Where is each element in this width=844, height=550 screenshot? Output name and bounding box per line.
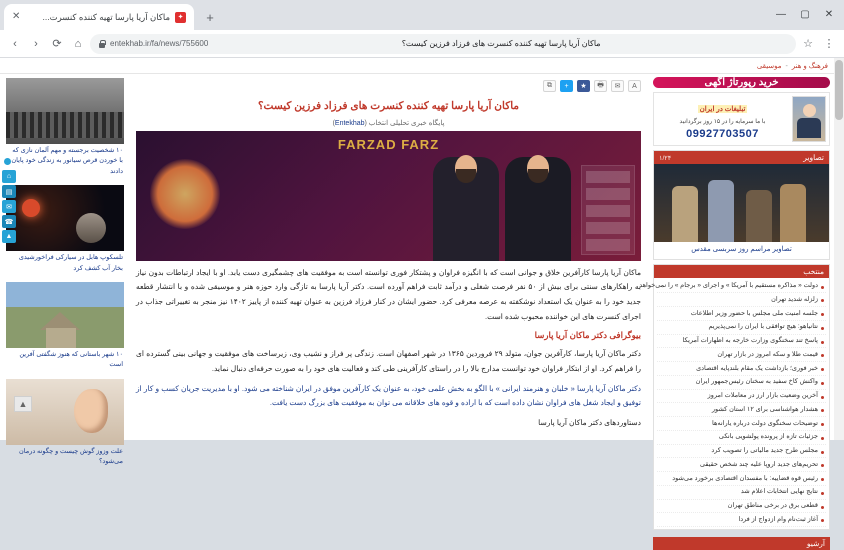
- list-item[interactable]: آغاز ثبت‌نام وام ازدواج از فردا: [657, 513, 826, 527]
- forward-icon[interactable]: ›: [34, 37, 38, 50]
- byline-suffix: ): [332, 119, 335, 127]
- breadcrumb: [757, 62, 828, 70]
- browser-toolbar: [0, 30, 844, 58]
- thumbnail-caption[interactable]: ۱۰ شهر باستانی که هنوز شگفتی آفرین است: [19, 350, 123, 369]
- list-item[interactable]: پاسخ تند سخنگوی وزارت خارجه به اظهارات آمریکا: [657, 335, 826, 349]
- print-icon[interactable]: 🖶: [594, 80, 607, 92]
- page-scrollbar[interactable]: [834, 58, 844, 440]
- maximize-button[interactable]: ▢: [800, 8, 810, 20]
- sidebar-left: [0, 74, 128, 466]
- back-icon[interactable]: ‹: [13, 37, 17, 50]
- breadcrumb-separator: -: [785, 62, 788, 70]
- list-item[interactable]: رئیس قوه قضاییه: با مفسدان اقتصادی برخورد می‌شود: [657, 472, 826, 486]
- list-item[interactable]: دولت « مذاکره مستقیم با آمریکا » و اجرای « برجام » را نمی‌خواهد: [657, 280, 826, 294]
- gallery-caption[interactable]: تصاویر مراسم روز سربسی مقدس: [691, 246, 792, 253]
- list-icon[interactable]: ▤: [2, 185, 16, 198]
- hero-banner-text: FARZAD FARZ: [337, 136, 440, 152]
- ad-phone-number: 09927703507: [686, 128, 759, 140]
- email-icon[interactable]: ✉: [611, 80, 624, 92]
- scroll-up-icon[interactable]: ▲: [2, 230, 16, 243]
- site-topbar: [0, 58, 834, 74]
- list-item[interactable]: واکنش کاخ سفید به سخنان رئیس‌جمهور ایران: [657, 376, 826, 390]
- floating-action-rail: [2, 170, 16, 243]
- list-item[interactable]: جزئیات تازه از پرونده پولشویی بانکی: [657, 431, 826, 445]
- omnibox-page-title: ماکان آریا پارسا تهیه کننده کنسرت های فرزاد فرزین کیست؟: [401, 39, 601, 48]
- ad-phone-text: [657, 98, 788, 140]
- news-list: [639, 278, 829, 530]
- url-text: entekhab.ir/fa/news/755600: [110, 39, 209, 48]
- tab-favicon-icon: ✦: [175, 12, 186, 23]
- article-subheading: بیوگرافی دکتر ماکان آریا پارسا: [534, 330, 641, 341]
- byline-prefix: پایگاه خبری تحلیلی انتخاب (: [364, 119, 445, 127]
- rail-indicator-dot: [4, 158, 11, 165]
- news-widget-title: منتخب: [803, 266, 824, 276]
- tab-title: ماکان آریا پارسا تهیه کننده کنسرت...: [42, 11, 170, 22]
- hero-person-right: [433, 157, 499, 261]
- ad-person-photo-icon: [792, 96, 826, 142]
- list-item[interactable]: [6, 185, 124, 276]
- web-page: [0, 58, 834, 548]
- list-item[interactable]: [6, 379, 124, 470]
- site-security-indicator[interactable]: [98, 39, 208, 48]
- list-item[interactable]: قطعی برق در برخی مناطق تهران: [657, 500, 826, 514]
- ad-phone-line1: تبلیغات در ایران: [699, 106, 746, 113]
- tab-close-icon[interactable]: ✕: [12, 11, 21, 22]
- news-widget: [639, 264, 830, 531]
- twitter-share-icon[interactable]: +: [560, 80, 573, 92]
- close-window-button[interactable]: ✕: [824, 8, 834, 20]
- breadcrumb-sub[interactable]: موسیقی: [756, 62, 782, 70]
- list-item[interactable]: تحریم‌های جدید اروپا علیه چند شخص حقیقی: [657, 458, 826, 472]
- thumbnail-caption[interactable]: تلسکوپ هابل در سیارکی فراخورشیدی بخار آب کشف کرد: [18, 254, 123, 272]
- tab-strip: [0, 0, 844, 30]
- mail-icon[interactable]: ✉: [2, 200, 16, 213]
- bookmark-star-icon[interactable]: ☆: [803, 38, 813, 50]
- article-hero-image[interactable]: [136, 131, 641, 261]
- list-item[interactable]: جلسه امنیت ملی مجلس با حضور وزیر اطلاعات: [657, 307, 826, 321]
- minimize-button[interactable]: —: [776, 8, 786, 20]
- gallery-widget: [653, 150, 830, 260]
- byline: [136, 119, 641, 131]
- sidebar-right: [639, 74, 834, 548]
- browser-tab[interactable]: [4, 4, 194, 30]
- byline-brand: Entekhab: [334, 119, 365, 127]
- article-paragraph: دکتر ماکان آریا پارسا، کارآفرین جوان، متولد ۲۹ فروردین ۱۳۶۵ در شهر اصفهان است. زندگی پر فراز و نشیب وی، زیرساخت های موفقیت و جهانی بینی گسترده ای را فراهم کرد. او از ابتکار فراوان خود توانست مدارج بالا را در راستای کارآفرینی طی کند و فعالیت های خود را به صورت حرفه‌ای دنبال نماید.: [136, 349, 641, 373]
- list-item[interactable]: قیمت طلا و سکه امروز در بازار تهران: [657, 348, 826, 362]
- browser-menu-icon[interactable]: ⋮: [823, 38, 835, 50]
- page-body: [0, 74, 834, 548]
- gallery-widget-header: [654, 151, 829, 164]
- home-icon[interactable]: ⌂: [2, 170, 16, 183]
- ad-phone-block[interactable]: [653, 92, 830, 146]
- gallery-widget-title: تصاویر: [803, 153, 824, 162]
- gallery-widget-count: ۱/۲۴: [659, 154, 672, 162]
- ad-phone-line2: با ما سرمایه را در ۱۵ روز برگردانید: [679, 119, 766, 125]
- address-bar[interactable]: [90, 34, 796, 54]
- list-item[interactable]: آخرین وضعیت بازار ارز در معاملات امروز: [657, 390, 826, 404]
- font-size-icon[interactable]: A: [628, 80, 641, 92]
- home-icon[interactable]: ⌂: [74, 37, 82, 50]
- hero-poster-wall: [581, 165, 635, 255]
- article-paragraph: ماکان آریا پارسا کارآفرین خلاق و جوانی است که با انگیزه فراوان و پشتکار فوری توانسته است به موفقیت های چشمگیری دست یابد. او با ایجاد ارتباطات بدون نیاز به راهکارهای سنتی برای بیش از ۵۰ نفر فرصت شغلی و درآمد ثابت فراهم آورده است. دکتر آریا پارسا به تازگی وارد حوزه هنر و موسیقی شده و با انتشار قطعه جدید خود را به عنوان یک استعداد نوشکفته به عرصه معرفی کرد. حضور ایشان در کنار فرزاد فرزین به عنوان تهیه کننده از پاییز ۱۴۰۲ نیز منجر به تغییراتی جذاب در اجرای کنسرت های این خواننده محبوب شده است.: [136, 267, 641, 321]
- list-item[interactable]: مجلس طرح جدید مالیاتی را تصویب کرد: [657, 445, 826, 459]
- list-item[interactable]: توضیحات سخنگوی دولت درباره یارانه‌ها: [657, 417, 826, 431]
- scrollbar-thumb[interactable]: [835, 60, 843, 120]
- article-paragraph: دکتر ماکان آریا پارسا « خلبان و هنرمند ایرانی » با الگو به بخش علمی خود، به عنوان یک کارآفرین موفق در ایران شناخته می شود. او با مدیریت جریان کسب و کار از توفیق و ایجاد شغل های فراوان نشان داده است که با اراده و قوه های خلاقانه می توان به موفقیت های بزرگ دست یافت.: [136, 383, 641, 408]
- news-widget-header: [654, 265, 829, 278]
- list-item[interactable]: نتانیاهو: هیچ توافقی با ایران را نمی‌پذیریم: [657, 321, 826, 335]
- facebook-share-icon[interactable]: ★: [577, 80, 590, 92]
- historic-parade-photo-icon[interactable]: [6, 78, 124, 144]
- share-toolbar: [136, 78, 641, 96]
- list-item[interactable]: زلزله شدید تهران: [657, 293, 826, 307]
- page-viewport: [0, 58, 844, 548]
- hero-person-left: [505, 157, 571, 261]
- breadcrumb-section[interactable]: فرهنگ و هنر: [791, 62, 828, 70]
- archive-header[interactable]: آرشیو: [653, 537, 830, 550]
- reload-icon[interactable]: ⟳: [52, 38, 62, 50]
- pyramid-ruins-photo-icon[interactable]: [6, 282, 124, 348]
- thumbnail-caption[interactable]: ۱۰ شخصیت برجسته و مهم آلمان نازی که با خوردن قرص سیانور به زندگی خود پایان دادند: [11, 147, 123, 175]
- window-controls: [770, 4, 840, 24]
- list-item[interactable]: نتایج نهایی انتخابات اعلام شد: [657, 486, 826, 500]
- article-paragraph: دستاوردهای دکتر ماکان آریا پارسا: [538, 417, 641, 427]
- gallery-image[interactable]: [654, 164, 829, 242]
- list-item[interactable]: خبر فوری؛ بازداشت یک مقام بلندپایه اقتصادی: [657, 362, 826, 376]
- ad-banner-reportage[interactable]: خرید رپورتاژ آگهی: [653, 77, 830, 88]
- copy-link-icon[interactable]: ⧉: [543, 80, 556, 92]
- space-planet-photo-icon[interactable]: [6, 185, 124, 251]
- back-to-top-button[interactable]: ▲: [14, 396, 32, 412]
- thumbnail-caption[interactable]: علت وزوز گوش چیست و چگونه درمان می‌شود؟: [18, 447, 123, 466]
- new-tab-button[interactable]: +: [206, 9, 214, 25]
- list-item[interactable]: [6, 282, 124, 373]
- list-item[interactable]: [6, 78, 124, 179]
- lock-icon: [98, 39, 106, 48]
- article-column: [128, 74, 649, 440]
- page-title: ماکان آریا پارسا تهیه کننده کنسرت های فرزاد فرزین کیست؟: [257, 100, 520, 112]
- phone-icon[interactable]: ☎: [2, 215, 16, 228]
- hero-stage-light: [150, 159, 220, 229]
- list-item[interactable]: هشدار هواشناسی برای ۱۲ استان کشور: [657, 403, 826, 417]
